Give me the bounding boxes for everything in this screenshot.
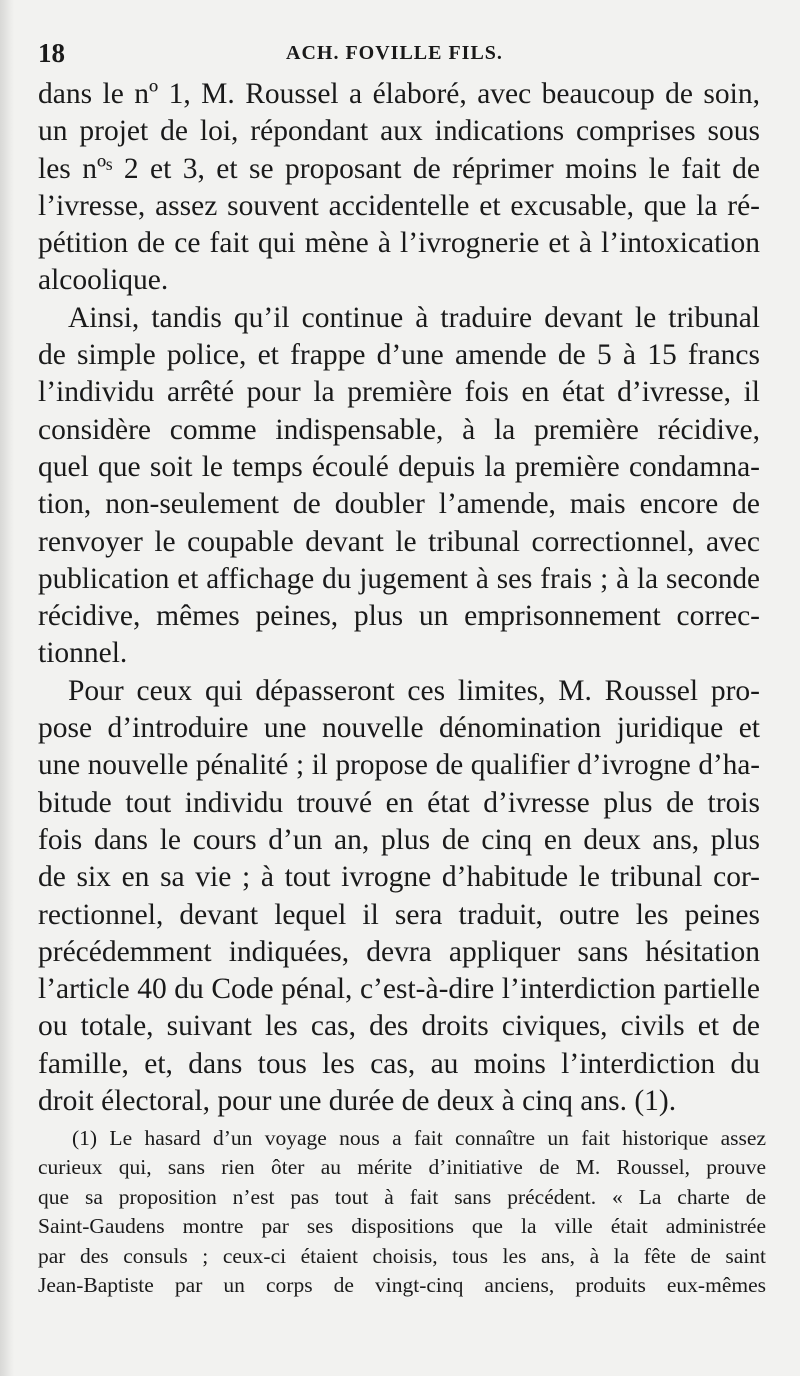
footnote-line: Saint-Gaudens montre par ses dispositions que la ville était administrée (38, 1214, 766, 1239)
text-line: pose d’introduire une nouvelle dénomination juridique et (38, 712, 760, 745)
text-line: Pour ceux qui dépasseront ces limites, M. Roussel pro- (68, 674, 760, 707)
text-line: récidive, mêmes peines, plus un emprisonnement correc- (38, 600, 760, 633)
text-line: famille, et, dans tous les cas, au moins l’interdiction du (38, 1047, 760, 1080)
footnote-line: curieux qui, sans rien ôter au mérite d’initiative de M. Roussel, prouve (38, 1155, 766, 1180)
text-line: l’ivresse, assez souvent accidentelle et excusable, que la ré- (38, 189, 760, 222)
page-number: 18 (38, 38, 65, 68)
text-line: un projet de loi, répondant aux indications comprises sous (38, 115, 760, 148)
footnote-line: par des consuls ; ceux-ci étaient choisis, tous les ans, à la fête de saint (38, 1243, 766, 1268)
text-line: publication et affichage du jugement à ses frais ; à la seconde (38, 562, 760, 595)
text-line: quel que soit le temps écoulé depuis la première condamna- (38, 450, 760, 483)
text-line: considère comme indispensable, à la première récidive, (38, 413, 760, 446)
text-line: droit électoral, pour une durée de deux à cinq ans. (1). (38, 1085, 677, 1118)
text-line: renvoyer le coupable devant le tribunal correctionnel, avec (38, 525, 760, 558)
footnotes (38, 1124, 766, 1300)
page-edge (0, 0, 14, 1376)
footnote-line: (1) Le hasard d’un voyage nous a fait connaître un fait historique assez (72, 1126, 766, 1150)
text-line: alcoolique. (38, 264, 169, 297)
text-line: de six en sa vie ; à tout ivrogne d’habitude le tribunal cor- (38, 861, 760, 894)
text-line: tion, non-seulement de doubler l’amende, mais encore de (38, 488, 760, 521)
page-header (38, 38, 760, 72)
text-line: pétition de ce fait qui mène à l’ivrognerie et à l’intoxication (38, 227, 760, 260)
text-line: dans le nº 1, M. Roussel a élaboré, avec beaucoup de soin, (38, 78, 760, 110)
text-line: rectionnel, devant lequel il sera traduit, outre les peines (38, 898, 760, 931)
text-line: fois dans le cours d’un an, plus de cinq en deux ans, plus (38, 823, 760, 856)
text-line: précédemment indiquées, devra appliquer sans hésitation (38, 935, 760, 968)
text-line: l’individu arrêté pour la première fois en état d’ivresse, il (38, 376, 760, 409)
text-line: Ainsi, tandis qu’il continue à traduire devant le tribunal (68, 301, 760, 334)
running-head: ACH. FOVILLE FILS. (286, 42, 503, 64)
text-line: de simple police, et frappe d’une amende de 5 à 15 francs (38, 339, 760, 372)
text-line: l’article 40 du Code pénal, c’est-à-dire l’interdiction partielle (38, 973, 760, 1006)
footnote-line: Jean-Baptiste par un corps de vingt-cinq anciens, produits eux-mêmes (38, 1272, 766, 1297)
text-line: bitude tout individu trouvé en état d’ivresse plus de trois (38, 786, 760, 819)
text-line: ou totale, suivant les cas, des droits civiques, civils et de (38, 1010, 760, 1043)
text-line: les nºˢ 2 et 3, et se proposant de réprimer moins le fait de (38, 152, 760, 185)
footnote-line: que sa proposition n’est pas tout à fait sans précédent. « La charte de (38, 1184, 766, 1209)
text-line: une nouvelle pénalité ; il propose de qualifier d’ivrogne d’ha- (38, 749, 760, 782)
text-line: tionnel. (38, 637, 128, 670)
body-text (38, 76, 760, 1120)
